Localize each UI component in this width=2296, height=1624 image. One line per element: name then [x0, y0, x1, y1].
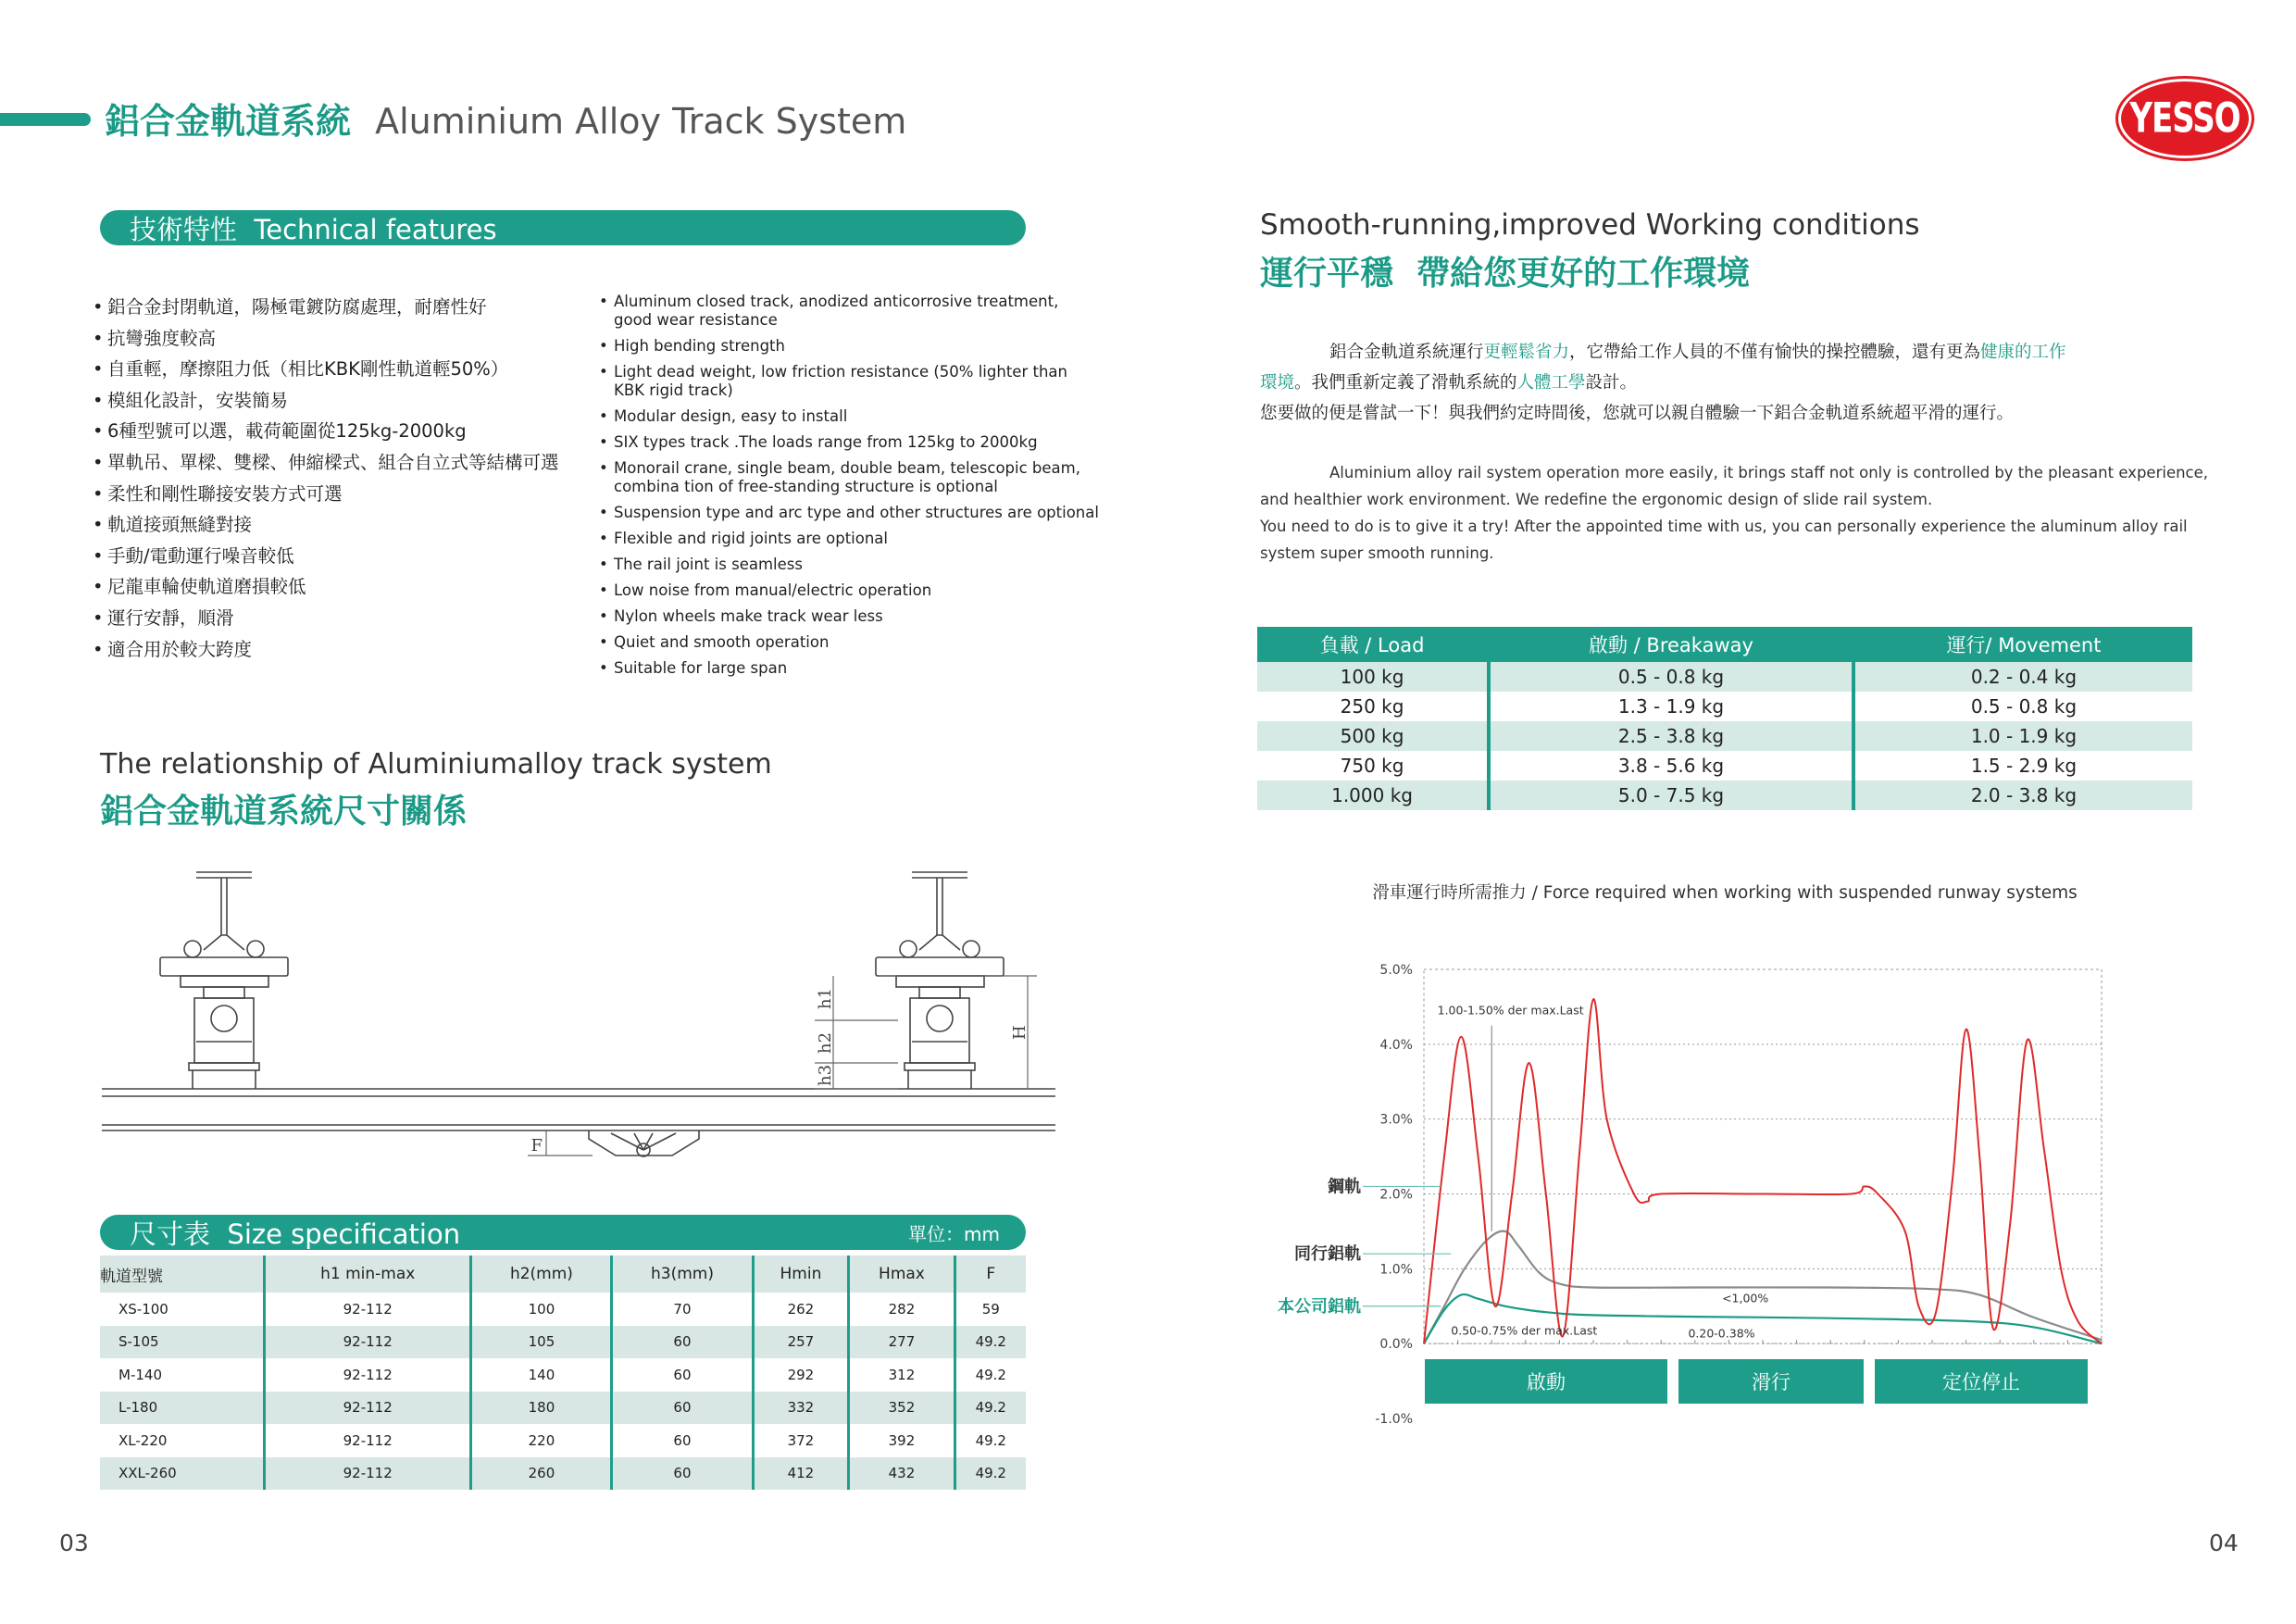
- table-row: [1257, 751, 2192, 781]
- performance-table: [1257, 627, 2192, 810]
- y-tick-label: 3.0%: [1379, 1112, 1413, 1128]
- feature-item: • Light dead weight, low friction resistance (50% lighter than KBK rigid track): [599, 363, 1099, 400]
- size-cell: 312: [849, 1358, 955, 1392]
- size-cell: 49.2: [955, 1358, 1026, 1392]
- chart-title: 滑車運行時所需推力 / Force required when working with suspended runway systems: [1372, 883, 2078, 903]
- size-cell: 392: [849, 1424, 955, 1457]
- size-col-header: h1 min-max: [265, 1255, 471, 1293]
- feature-item: • 抗彎強度較高: [93, 323, 593, 355]
- size-cell: 100: [471, 1293, 612, 1326]
- size-cell: 92-112: [265, 1457, 471, 1491]
- size-cell: XXL-260: [100, 1457, 265, 1491]
- size-cell: 49.2: [955, 1424, 1026, 1457]
- size-cell: 92-112: [265, 1424, 471, 1457]
- feature-item: • Monorail crane, single beam, double beam, telescopic beam, combina tion of free-standing structure is optional: [599, 459, 1099, 496]
- perf-cell: 5.0 - 7.5 kg: [1489, 781, 1853, 810]
- size-cell: 60: [612, 1424, 753, 1457]
- chart-annotation: 0.50-0.75% der max.Last: [1451, 1323, 1598, 1338]
- phase-label-start: 啟動: [1425, 1359, 1667, 1404]
- size-cell: 60: [612, 1457, 753, 1491]
- zh-text: 。我們重新定義了滑軌系統的: [1294, 373, 1517, 393]
- zh-text: 鋁合金軌道系統運行: [1329, 343, 1484, 362]
- perf-cell: 100 kg: [1257, 662, 1489, 692]
- track-dimension-diagram: [93, 861, 1055, 1194]
- size-spec-heading-text: 尺寸表 Size specification: [130, 1218, 461, 1250]
- table-row: [1257, 721, 2192, 751]
- table-row: [100, 1424, 1026, 1457]
- size-cell: 262: [753, 1293, 849, 1326]
- smooth-zh-line-2: [1260, 368, 2195, 398]
- dim-label-h1: h1: [816, 987, 835, 1009]
- size-cell: 105: [471, 1326, 612, 1359]
- y-tick-label: -1.0%: [1375, 1412, 1413, 1427]
- legend-label: 本公司鋁軌: [1278, 1296, 1361, 1317]
- perf-cell: 250 kg: [1340, 695, 1404, 718]
- size-cell: 60: [612, 1392, 753, 1425]
- smooth-title-zh: 運行平穩 帶給您更好的工作環境: [1260, 255, 1751, 293]
- chart-annotation: 0.20-0.38%: [1688, 1326, 1755, 1341]
- feature-item: • Suspension type and arc type and other structures are optional: [599, 504, 1099, 522]
- smooth-zh-line-1: [1260, 337, 2195, 368]
- perf-cell: 1.5 - 2.9 kg: [1853, 751, 2192, 781]
- size-cell: 92-112: [265, 1326, 471, 1359]
- zh-text: 設計。: [1585, 373, 1638, 393]
- perf-cell: 3.8 - 5.6 kg: [1489, 751, 1853, 781]
- table-row: [100, 1457, 1026, 1491]
- smooth-paragraph-zh: [1260, 337, 2195, 429]
- size-col-header: h2(mm): [471, 1255, 612, 1293]
- feature-item: • 尼龍車輪使軌道磨損較低: [93, 571, 593, 603]
- feature-item: • 6種型號可以選，載荷範圍從125kg-2000kg: [93, 416, 593, 447]
- perf-cell: 750 kg: [1340, 755, 1404, 777]
- table-row: [1257, 692, 2192, 721]
- size-cell: XS-100: [119, 1300, 168, 1318]
- size-cell: 292: [753, 1358, 849, 1392]
- table-row: [100, 1293, 1026, 1326]
- size-cell: 92-112: [265, 1358, 471, 1392]
- dimension-lines: [528, 976, 1037, 1156]
- size-spec-unit: 單位：mm: [908, 1222, 1000, 1245]
- perf-col-header: 啟動 / Breakaway: [1489, 627, 1853, 662]
- y-tick-label: 2.0%: [1379, 1187, 1413, 1203]
- size-cell: 432: [849, 1457, 955, 1491]
- feature-item: • Modular design, easy to install: [599, 407, 1099, 426]
- size-col-header: F: [955, 1255, 1026, 1293]
- size-col-header: h3(mm): [612, 1255, 753, 1293]
- table-row: [100, 1358, 1026, 1392]
- smooth-title-en: Smooth-running,improved Working conditions: [1260, 208, 1920, 242]
- size-cell: 220: [471, 1424, 612, 1457]
- size-col-header: 軌道型號: [100, 1255, 265, 1293]
- size-cell: 49.2: [955, 1326, 1026, 1359]
- trolley-left: [160, 941, 288, 1089]
- feature-item: • Flexible and rigid joints are optional: [599, 530, 1099, 548]
- feature-item: • 自重輕，摩擦阻力低（相比KBK剛性軌道輕50%）: [93, 354, 593, 385]
- size-cell: M-140: [119, 1366, 162, 1383]
- feature-item: • Suitable for large span: [599, 659, 1099, 678]
- trolley-right: [876, 941, 1004, 1089]
- size-cell: 180: [471, 1392, 612, 1425]
- feature-item: • Low noise from manual/electric operation: [599, 581, 1099, 600]
- brand-logo-text: YESSO: [2129, 94, 2240, 143]
- dim-label-H: H: [1010, 1025, 1029, 1040]
- feature-item: • 單軌吊、單樑、雙樑、伸縮樑式、組合自立式等結構可選: [93, 447, 593, 479]
- page-number-left: 03: [59, 1530, 89, 1556]
- features-heading: [100, 210, 1026, 245]
- size-cell: 60: [612, 1326, 753, 1359]
- perf-cell: 2.5 - 3.8 kg: [1489, 721, 1853, 751]
- page-title-en: Aluminium Alloy Track System: [375, 101, 907, 142]
- feature-item: • 運行安靜，順滑: [93, 603, 593, 634]
- relationship-title-zh: 鋁合金軌道系統尺寸關係: [100, 793, 468, 831]
- relationship-title-en: The relationship of Aluminiumalloy track system: [100, 748, 772, 781]
- page-number-right: 04: [2209, 1530, 2239, 1556]
- zh-highlight: 人體工學: [1516, 373, 1586, 393]
- smooth-paragraph-en: [1260, 459, 2209, 567]
- size-cell: 257: [753, 1326, 849, 1359]
- size-spec-heading: [100, 1215, 1026, 1250]
- feature-item: • High bending strength: [599, 337, 1099, 356]
- phase-label-stop: 定位停止: [1875, 1359, 2088, 1404]
- perf-cell: 1.000 kg: [1257, 781, 1489, 810]
- size-cell: 352: [849, 1392, 955, 1425]
- perf-cell: 0.5 - 0.8 kg: [1489, 662, 1853, 692]
- feature-item: • SIX types track .The loads range from 125kg to 2000kg: [599, 433, 1099, 452]
- y-tick-label: 0.0%: [1379, 1337, 1413, 1353]
- size-cell: 260: [471, 1457, 612, 1491]
- y-tick-label: 5.0%: [1379, 963, 1413, 978]
- perf-cell: 0.2 - 0.4 kg: [1853, 662, 2192, 692]
- feature-item: • 軌道接頭無縫對接: [93, 509, 593, 541]
- size-cell: 277: [849, 1326, 955, 1359]
- perf-cell: 1.3 - 1.9 kg: [1489, 692, 1853, 721]
- smooth-zh-line-3: 您要做的便是嘗試一下！與我們約定時間後，您就可以親自體驗一下鋁合金軌道系統超平滑的運行。: [1260, 404, 2015, 423]
- size-cell: XL-220: [119, 1431, 168, 1449]
- perf-cell: 500 kg: [1257, 721, 1489, 751]
- i-beam-left: [196, 872, 252, 950]
- legend-label: 同行鋁軌: [1294, 1244, 1361, 1265]
- size-cell: L-180: [100, 1392, 265, 1425]
- zh-highlight: 環境: [1260, 373, 1295, 393]
- y-tick-label: 1.0%: [1379, 1262, 1413, 1278]
- size-cell: 140: [471, 1358, 612, 1392]
- feature-item: • 鋁合金封閉軌道，陽極電鍍防腐處理，耐磨性好: [93, 292, 593, 323]
- dim-label-h2: h2: [816, 1031, 835, 1054]
- zh-highlight: 健康的工作: [1980, 343, 2066, 362]
- feature-item: • 柔性和剛性聯接安裝方式可選: [93, 479, 593, 510]
- page-title: [105, 93, 906, 144]
- size-cell: 92-112: [265, 1392, 471, 1425]
- size-cell: S-105: [100, 1326, 265, 1359]
- table-row: [1257, 781, 2192, 810]
- feature-item: • The rail joint is seamless: [599, 556, 1099, 574]
- perf-cell: 2.0 - 3.8 kg: [1853, 781, 2192, 810]
- feature-item: • 適合用於較大跨度: [93, 634, 593, 666]
- size-cell: 282: [849, 1293, 955, 1326]
- dim-label-h3: h3: [816, 1064, 835, 1086]
- size-cell: 92-112: [265, 1293, 471, 1326]
- size-cell: 60: [612, 1358, 753, 1392]
- size-cell: 332: [753, 1392, 849, 1425]
- features-heading-text: 技術特性 Technical features: [130, 213, 497, 245]
- size-cell: 70: [612, 1293, 753, 1326]
- suspension-bracket: [589, 1131, 699, 1156]
- legend-label: 鋼軌: [1328, 1177, 1361, 1197]
- smooth-en-line-4: system super smooth running.: [1260, 544, 1494, 562]
- size-cell: 59: [955, 1293, 1026, 1326]
- feature-item: • Quiet and smooth operation: [599, 633, 1099, 652]
- size-cell: 49.2: [955, 1392, 1026, 1425]
- track-rail: [102, 1089, 1055, 1131]
- brand-logo: [2118, 79, 2252, 158]
- size-cell: 49.2: [955, 1457, 1026, 1491]
- perf-col-header: 負載 / Load: [1257, 627, 1489, 662]
- feature-item: • Aluminum closed track, anodized anticorrosive treatment, good wear resistance: [599, 293, 1099, 330]
- table-row: [100, 1392, 1026, 1425]
- size-spec-table: [100, 1255, 1026, 1490]
- smooth-en-line-2: and healthier work environment. We redefine the ergonomic design of slide rail system.: [1260, 491, 1933, 508]
- feature-item: • 手動/電動運行噪音較低: [93, 541, 593, 572]
- features-list-en: [599, 293, 1099, 685]
- page-title-zh: 鋁合金軌道系統: [105, 101, 352, 142]
- zh-highlight: 更輕鬆省力: [1483, 343, 1570, 362]
- smooth-en-line-1: Aluminium alloy rail system operation more easily, it brings staff not only is controlled by the pleasant experience,: [1329, 464, 2209, 481]
- table-row: [100, 1326, 1026, 1359]
- size-cell: 372: [753, 1424, 849, 1457]
- perf-cell: 1.0 - 1.9 kg: [1853, 721, 2192, 751]
- chart-annotation: 1.00-1.50% der max.Last: [1437, 1003, 1584, 1018]
- perf-col-header: 運行/ Movement: [1853, 627, 2192, 662]
- i-beam-right: [912, 872, 967, 950]
- size-col-header: Hmin: [753, 1255, 849, 1293]
- zh-text: ，它帶給工作人員的不僅有愉快的操控體驗，還有更為: [1569, 343, 1981, 362]
- features-list-zh: [93, 292, 593, 665]
- smooth-en-line-3: You need to do is to give it a try! After the appointed time with us, you can personally experience the aluminum alloy rail: [1260, 518, 2188, 535]
- header-accent-bar: [0, 113, 91, 126]
- feature-item: • 模組化設計，安裝簡易: [93, 385, 593, 417]
- y-tick-label: 4.0%: [1379, 1037, 1413, 1053]
- dim-label-F: F: [530, 1136, 543, 1156]
- size-cell: 412: [753, 1457, 849, 1491]
- table-row: [1257, 662, 2192, 692]
- feature-item: • Nylon wheels make track wear less: [599, 607, 1099, 626]
- chart-annotation: <1,00%: [1722, 1291, 1769, 1305]
- size-col-header: Hmax: [849, 1255, 955, 1293]
- phase-label-glide: 滑行: [1678, 1359, 1864, 1404]
- perf-cell: 0.5 - 0.8 kg: [1853, 692, 2192, 721]
